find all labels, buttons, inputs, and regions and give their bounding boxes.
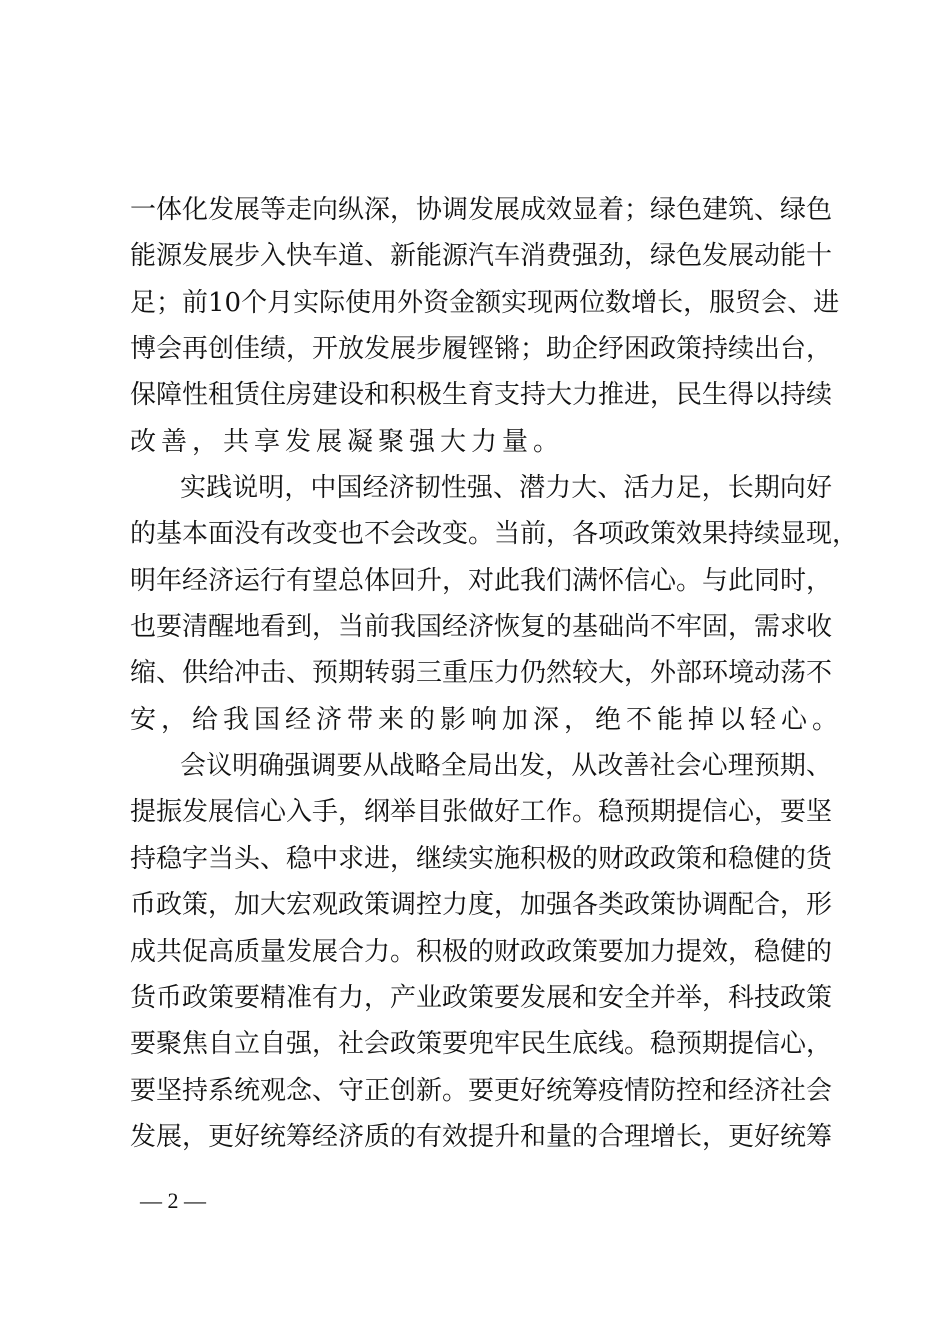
text-line: 持稳字当头、稳中求进，继续实施积极的财政政策和稳健的货 bbox=[130, 843, 833, 874]
text-line: 要聚焦自立自强，社会政策要兜牢民生底线。稳预期提信心， bbox=[130, 1029, 833, 1060]
text-line: 币政策，加大宏观政策调控力度，加强各类政策协调配合，形 bbox=[130, 890, 833, 921]
text-line: 保障性租赁住房建设和积极生育支持大力推进，民生得以持续 bbox=[130, 380, 833, 411]
text-line: 提振发展信心入手，纲举目张做好工作。稳预期提信心，要坚 bbox=[130, 797, 833, 828]
text-line: 缩、供给冲击、预期转弱三重压力仍然较大，外部环境动荡不 bbox=[130, 658, 833, 689]
paragraph-2 bbox=[130, 465, 859, 743]
text-line: 也要清醒地看到，当前我国经济恢复的基础尚不牢固，需求收 bbox=[130, 612, 833, 643]
text-line: 安，给我国经济带来的影响加深，绝不能掉以轻心。 bbox=[130, 704, 844, 735]
text-line: 的基本面没有改变也不会改变。当前，各项政策效果持续显现， bbox=[130, 519, 859, 550]
text-line: 明年经济运行有望总体回升，对此我们满怀信心。与此同时， bbox=[130, 565, 833, 596]
text-line: 一体化发展等走向纵深，协调发展成效显着；绿色建筑、绿色 bbox=[130, 195, 833, 225]
text-line: 会议明确强调要从战略全局出发，从改善社会心理预期、 bbox=[180, 751, 832, 782]
text-line: 要坚持系统观念、守正创新。要更好统筹疫情防控和经济社会 bbox=[130, 1075, 833, 1106]
text-line: 成共促高质量发展合力。积极的财政政策要加力提效，稳健的 bbox=[130, 936, 833, 967]
text-line: 博会再创佳绩，开放发展步履铿锵；助企纾困政策持续出台， bbox=[130, 334, 833, 365]
paragraph-3 bbox=[130, 743, 832, 1160]
text-line: 足；前10个月实际使用外资金额实现两位数增长，服贸会、进 bbox=[130, 287, 840, 318]
text-line: 改善，共享发展凝聚强大力量。 bbox=[130, 426, 565, 457]
text-line: 发展，更好统筹经济质的有效提升和量的合理增长，更好统筹 bbox=[130, 1121, 833, 1152]
text-line: 能源发展步入快车道、新能源汽车消费强劲，绿色发展动能十 bbox=[130, 241, 833, 272]
text-line: 实践说明，中国经济韧性强、潜力大、活力足，长期向好 bbox=[180, 473, 832, 504]
document-body bbox=[130, 187, 859, 1160]
paragraph-1 bbox=[130, 187, 840, 465]
text-line: 货币政策要精准有力，产业政策要发展和安全并举，科技政策 bbox=[130, 982, 833, 1013]
page-number: — 2 — bbox=[140, 1188, 206, 1213]
